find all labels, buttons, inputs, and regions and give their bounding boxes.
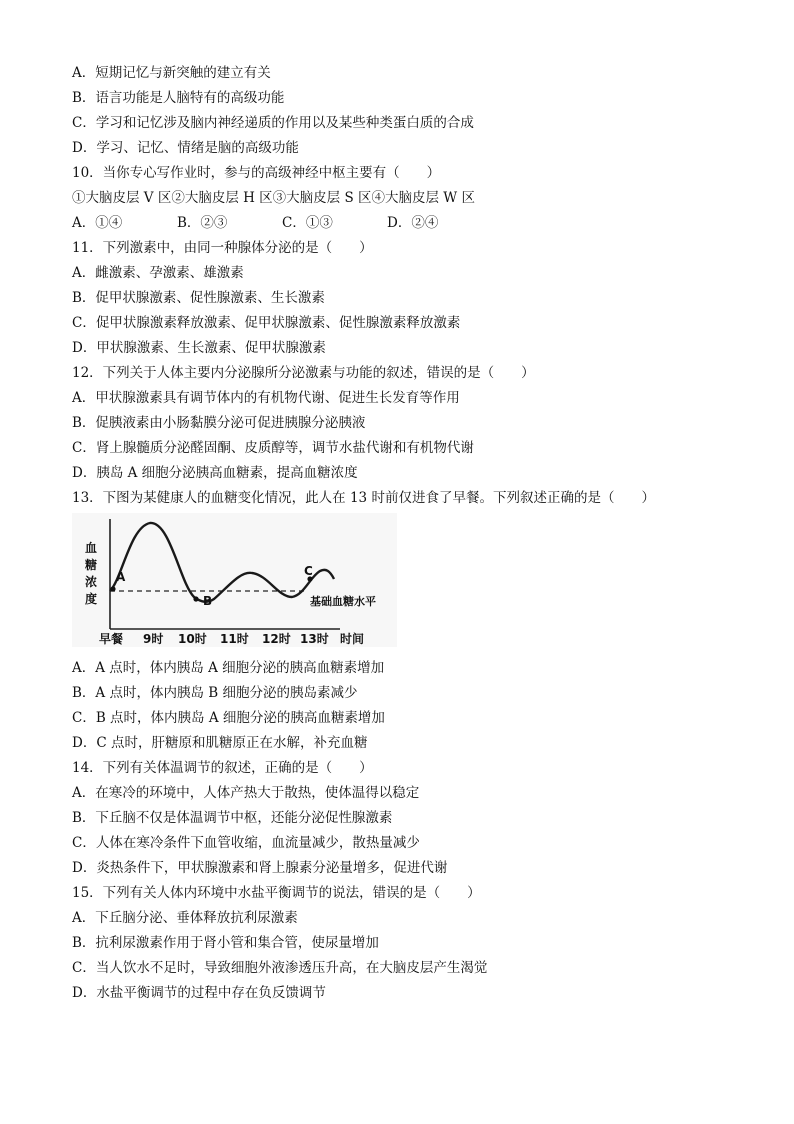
q9-option-b: B．语言功能是人脑特有的高级功能: [72, 90, 285, 106]
blood-glucose-figure: [72, 513, 397, 647]
q14-option-b: B．下丘脑不仅是体温调节中枢，还能分泌促性腺激素: [72, 810, 393, 826]
point-b-label: B: [203, 594, 213, 608]
q11-option-b: B．促甲状腺激素、促性腺激素、生长激素: [72, 290, 325, 306]
q13-option-c: C．B 点时，体内胰岛 A 细胞分泌的胰高血糖素增加: [72, 710, 385, 726]
q14-stem: 14．下列有关体温调节的叙述，正确的是（ ）: [72, 760, 373, 776]
q15-option-b: B．抗利尿激素作用于肾小管和集合管，使尿量增加: [72, 935, 379, 951]
q11-stem: 11．下列激素中，由同一种腺体分泌的是（ ）: [72, 240, 373, 256]
q12-option-b: B．促胰液素由小肠黏膜分泌可促进胰腺分泌胰液: [72, 415, 366, 431]
x-tick-13: 13时: [300, 632, 329, 646]
x-tick-11: 11时: [220, 632, 249, 646]
ylabel-char-2: 糖: [85, 558, 98, 572]
q10-option-d: D．②④: [387, 215, 439, 231]
q12-option-a: A．甲状腺激素具有调节体内的有机物代谢、促进生长发育等作用: [72, 390, 460, 406]
q15-option-d: D．水盐平衡调节的过程中存在负反馈调节: [72, 985, 326, 1001]
q13-option-a: A．A 点时，体内胰岛 A 细胞分泌的胰高血糖素增加: [72, 660, 385, 676]
q11-option-c: C．促甲状腺激素释放激素、促甲状腺激素、促性腺激素释放激素: [72, 315, 461, 331]
x-tick-12: 12时: [262, 632, 291, 646]
q14-option-d: D．炎热条件下，甲状腺激素和肾上腺素分泌量增多，促进代谢: [72, 860, 448, 876]
q10-stem: 10．当你专心写作业时，参与的高级神经中枢主要有（ ）: [72, 165, 441, 181]
q10-option-a: A．①④: [72, 215, 123, 231]
x-tick-breakfast: 早餐: [99, 632, 124, 646]
q10-option-b: B．②③: [177, 215, 228, 231]
x-tick-9: 9时: [143, 632, 164, 646]
q11-option-a: A．雌激素、孕激素、雄激素: [72, 265, 244, 281]
ylabel-char-1: 血: [85, 541, 98, 555]
q10-items: ①大脑皮层 V 区②大脑皮层 H 区③大脑皮层 S 区④大脑皮层 W 区: [72, 190, 475, 206]
ylabel-char-4: 度: [85, 592, 98, 606]
q14-option-c: C．人体在寒冷条件下血管收缩，血流量减少，散热量减少: [72, 835, 420, 851]
x-tick-10: 10时: [178, 632, 207, 646]
q9-option-d: D．学习、记忆、情绪是脑的高级功能: [72, 140, 299, 156]
q13-stem: 13．下图为某健康人的血糖变化情况，此人在 13 时前仅进食了早餐。下列叙述正确的是（ ）: [72, 490, 655, 506]
q15-option-a: A．下丘脑分泌、垂体释放抗利尿激素: [72, 910, 298, 926]
baseline-label: 基础血糖水平: [310, 595, 376, 608]
q12-stem: 12．下列关于人体主要内分泌腺所分泌激素与功能的叙述，错误的是（ ）: [72, 365, 535, 381]
q9-option-a: A．短期记忆与新突触的建立有关: [72, 65, 271, 81]
q13-option-d: D．C 点时，肝糖原和肌糖原正在水解，补充血糖: [72, 735, 368, 751]
point-a-label: A: [116, 570, 126, 584]
q11-option-d: D．甲状腺激素、生长激素、促甲状腺激素: [72, 340, 326, 356]
q15-option-c: C．当人饮水不足时，导致细胞外液渗透压升高，在大脑皮层产生渴觉: [72, 960, 488, 976]
point-a-marker: [110, 586, 115, 591]
q12-option-c: C．肾上腺髓质分泌醛固酮、皮质醇等，调节水盐代谢和有机物代谢: [72, 440, 474, 456]
q14-option-a: A．在寒冷的环境中，人体产热大于散热，使体温得以稳定: [72, 785, 420, 801]
q15-stem: 15．下列有关人体内环境中水盐平衡调节的说法，错误的是（ ）: [72, 885, 481, 901]
ylabel-char-3: 浓: [85, 575, 98, 589]
x-axis-label: 时间: [340, 632, 365, 646]
point-b-marker: [193, 596, 198, 601]
q10-options: [72, 214, 492, 232]
q12-option-d: D．胰岛 A 细胞分泌胰高血糖素，提高血糖浓度: [72, 465, 358, 481]
q9-option-c: C．学习和记忆涉及脑内神经递质的作用以及某些种类蛋白质的合成: [72, 115, 474, 131]
q10-option-c: C．①③: [282, 215, 333, 231]
q13-option-b: B．A 点时，体内胰岛 B 细胞分泌的胰岛素减少: [72, 685, 358, 701]
point-c-label: C: [304, 564, 313, 578]
